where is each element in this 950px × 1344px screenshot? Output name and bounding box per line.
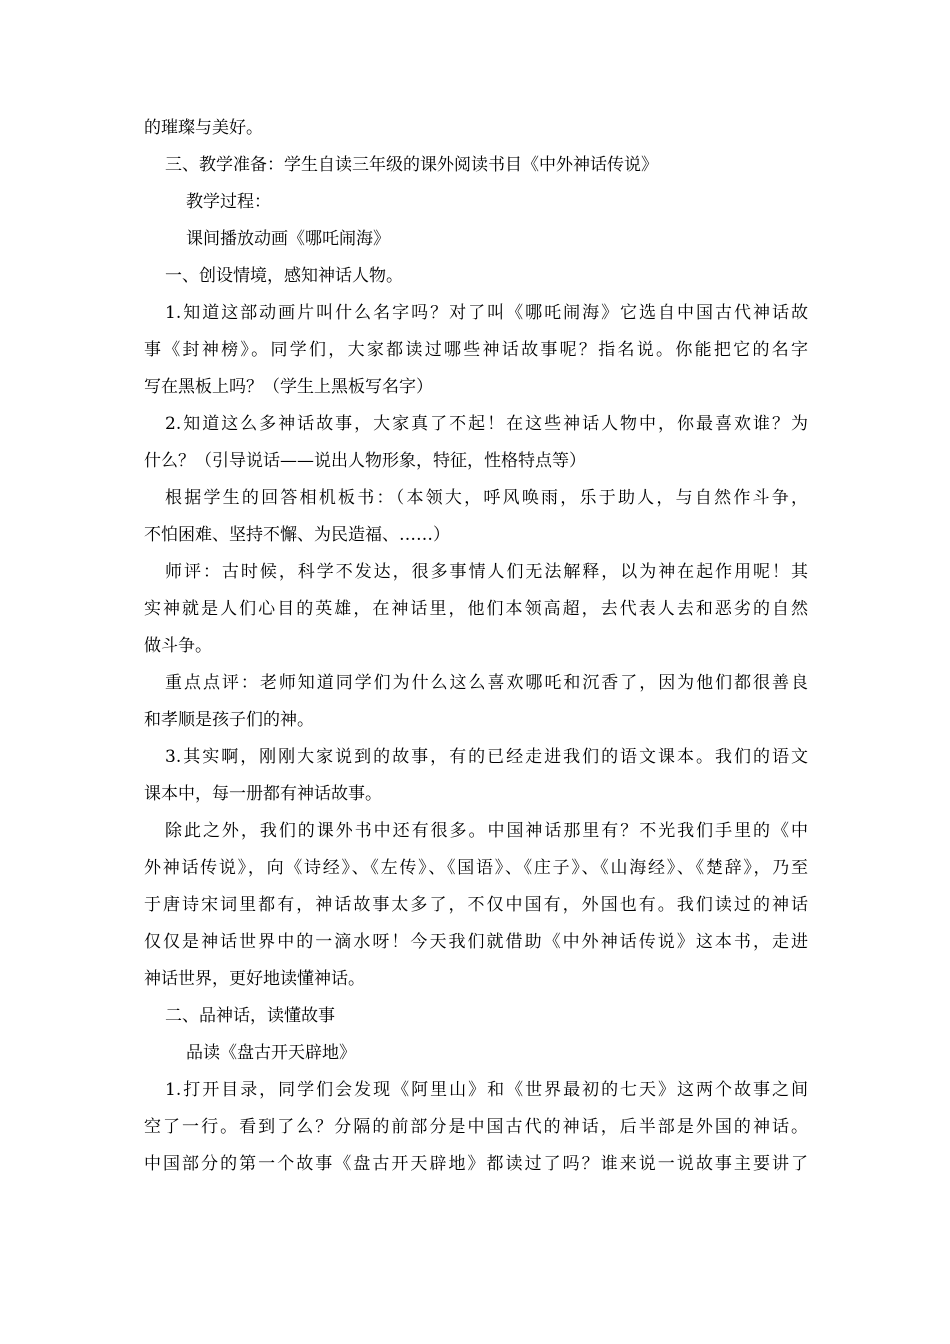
text-line: 什么？（引导说话——说出人物形象，特征，性格特点等） [144, 451, 586, 471]
text-line: 于唐诗宋词里都有，神话故事太多了，不仅中国有，外国也有。我们读过的神话 [144, 895, 808, 915]
text-line: 3.其实啊，刚刚大家说到的故事，有的已经走进我们的语文课本。我们的语文 [165, 747, 808, 767]
text-line: 师评：古时候，科学不发达，很多事情人们无法解释，以为神在起作用呢！其 [165, 562, 808, 582]
text-line: 神话世界，更好地读懂神话。 [144, 969, 365, 989]
text-line: 事《封神榜》。同学们，大家都读过哪些神话故事呢？指名说。你能把它的名字 [144, 340, 808, 360]
text-line: 做斗争。 [144, 636, 212, 656]
text-line: 1.打开目录，同学们会发现《阿里山》和《世界最初的七天》这两个故事之间 [165, 1080, 808, 1100]
text-line: 1.知道这部动画片叫什么名字吗？对了叫《哪吒闹海》它选自中国古代神话故 [165, 303, 808, 323]
text-line: 实神就是人们心目的英雄，在神话里，他们本领高超，去代表人去和恶劣的自然 [144, 599, 808, 619]
text-line: 课间播放动画《哪吒闹海》 [186, 229, 390, 249]
section-heading-reading: 二、品神话，读懂故事 [165, 1006, 335, 1026]
text-line: 外神话传说》，向《诗经》、《左传》、《国语》、《庄子》、《山海经》、《楚辞》，乃至 [144, 858, 808, 878]
section-heading-situation: 一、创设情境，感知神话人物。 [165, 266, 403, 286]
text-line: 不怕困难、坚持不懈、为民造福、……） [144, 525, 450, 545]
text-line: 仅仅是神话世界中的一滴水呀！今天我们就借助《中外神话传说》这本书，走进 [144, 932, 808, 952]
subheading-pangu: 品读《盘古开天辟地》 [186, 1043, 356, 1063]
text-line: 2.知道这么多神话故事，大家真了不起！在这些神话人物中，你最喜欢谁？为 [165, 414, 808, 434]
text-line: 根据学生的回答相机板书：（本领大，呼风唤雨，乐于助人，与自然作斗争， [165, 488, 808, 508]
text-line: 课本中，每一册都有神话故事。 [144, 784, 382, 804]
document-body [144, 110, 808, 1183]
text-line: 和孝顺是孩子们的神。 [144, 710, 314, 730]
section-heading-preparation: 三、教学准备：学生自读三年级的课外阅读书目《中外神话传说》 [165, 155, 658, 175]
text-line: 中国部分的第一个故事《盘古开天辟地》都读过了吗？谁来说一说故事主要讲了 [144, 1154, 808, 1174]
text-line: 空了一行。看到了么？分隔的前部分是中国古代的神话，后半部是外国的神话。 [144, 1117, 808, 1137]
subheading-teaching-process: 教学过程： [186, 192, 271, 212]
text-line: 的璀璨与美好。 [144, 118, 263, 138]
text-line: 除此之外，我们的课外书中还有很多。中国神话那里有？不光我们手里的《中 [165, 821, 808, 841]
text-line: 写在黑板上吗？（学生上黑板写名字） [144, 377, 433, 397]
text-line: 重点点评：老师知道同学们为什么这么喜欢哪吒和沉香了，因为他们都很善良 [165, 673, 808, 693]
